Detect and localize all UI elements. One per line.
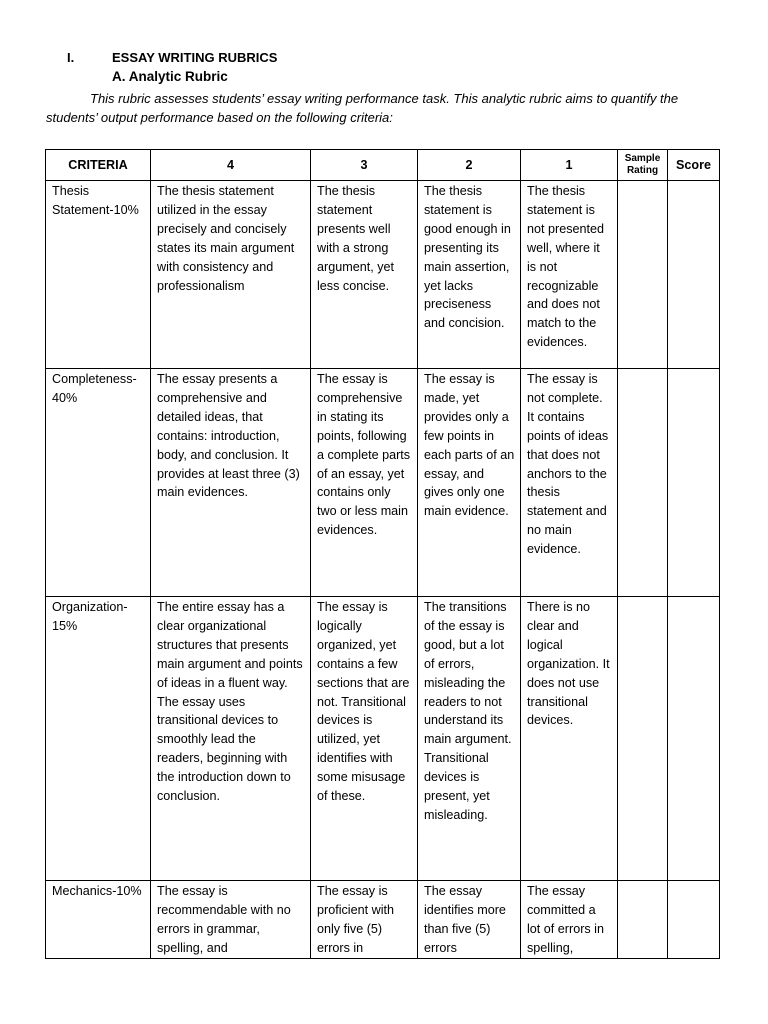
header-score: Score bbox=[668, 150, 720, 181]
table-row-mechanics bbox=[46, 881, 720, 959]
header-sample-rating: Sample Rating bbox=[618, 150, 668, 181]
criteria-cell: Organization-15% bbox=[46, 597, 151, 881]
sample-rating-cell bbox=[618, 881, 668, 959]
section-title: ESSAY WRITING RUBRICS bbox=[112, 50, 278, 65]
criteria-cell: Mechanics-10% bbox=[46, 881, 151, 959]
level-2-cell: The essay identifies more than five (5) errors bbox=[418, 881, 521, 959]
level-3-cell: The essay is comprehensive in stating its points, following a complete parts of an essay, yet contains only two or less main evidences. bbox=[311, 369, 418, 597]
score-cell bbox=[668, 369, 720, 597]
criteria-cell: Completeness-40% bbox=[46, 369, 151, 597]
score-cell bbox=[668, 181, 720, 369]
table-row-thesis bbox=[46, 181, 720, 369]
section-number: I. bbox=[67, 50, 75, 65]
level-1-cell: The thesis statement is not presented well, where it is not recognizable and does not match to the evidences. bbox=[521, 181, 618, 369]
level-3-cell: The thesis statement presents well with a strong argument, yet less concise. bbox=[311, 181, 418, 369]
table-row-organization bbox=[46, 597, 720, 881]
header-criteria: CRITERIA bbox=[46, 150, 151, 181]
level-3-cell: The essay is proficient with only five (5) errors in bbox=[311, 881, 418, 959]
header-level-1: 1 bbox=[521, 150, 618, 181]
level-2-cell: The essay is made, yet provides only a few points in each parts of an essay, and gives only one main evidence. bbox=[418, 369, 521, 597]
level-3-cell: The essay is logically organized, yet contains a few sections that are not. Transitional devices is utilized, yet identifies with some misusage of these. bbox=[311, 597, 418, 881]
rubric-table bbox=[45, 149, 720, 959]
level-4-cell: The essay presents a comprehensive and detailed ideas, that contains: introduction, body, and conclusion. It provides at least three (3) main evidences. bbox=[151, 369, 311, 597]
level-4-cell: The entire essay has a clear organizational structures that presents main argument and points of ideas in a fluent way. The essay uses transitional devices to smoothly lead the readers, beginning with the introduction down to conclusion. bbox=[151, 597, 311, 881]
score-cell bbox=[668, 597, 720, 881]
level-2-cell: The transitions of the essay is good, but a lot of errors, misleading the readers to not understand its main argument. Transitional devices is present, yet misleading. bbox=[418, 597, 521, 881]
level-1-cell: The essay is not complete. It contains points of ideas that does not anchors to the thesis statement and no main evidence. bbox=[521, 369, 618, 597]
level-2-cell: The thesis statement is good enough in presenting its main assertion, yet lacks preciseness and concision. bbox=[418, 181, 521, 369]
header-level-3: 3 bbox=[311, 150, 418, 181]
score-cell bbox=[668, 881, 720, 959]
sample-rating-cell bbox=[618, 597, 668, 881]
level-1-cell: The essay committed a lot of errors in spelling, bbox=[521, 881, 618, 959]
header-level-2: 2 bbox=[418, 150, 521, 181]
sample-rating-cell bbox=[618, 181, 668, 369]
subsection-title: A. Analytic Rubric bbox=[112, 69, 228, 84]
level-4-cell: The thesis statement utilized in the essay precisely and concisely states its main argument with consistency and professionalism bbox=[151, 181, 311, 369]
table-row-completeness bbox=[46, 369, 720, 597]
intro-paragraph: This rubric assesses students’ essay writing performance task. This analytic rubric aims to quantify the students’ output performance based on the following criteria: bbox=[46, 91, 679, 125]
header-level-4: 4 bbox=[151, 150, 311, 181]
level-4-cell: The essay is recommendable with no errors in grammar, spelling, and bbox=[151, 881, 311, 959]
level-1-cell: There is no clear and logical organization. It does not use transitional devices. bbox=[521, 597, 618, 881]
sample-rating-cell bbox=[618, 369, 668, 597]
header-row bbox=[46, 150, 720, 181]
criteria-cell: Thesis Statement-10% bbox=[46, 181, 151, 369]
